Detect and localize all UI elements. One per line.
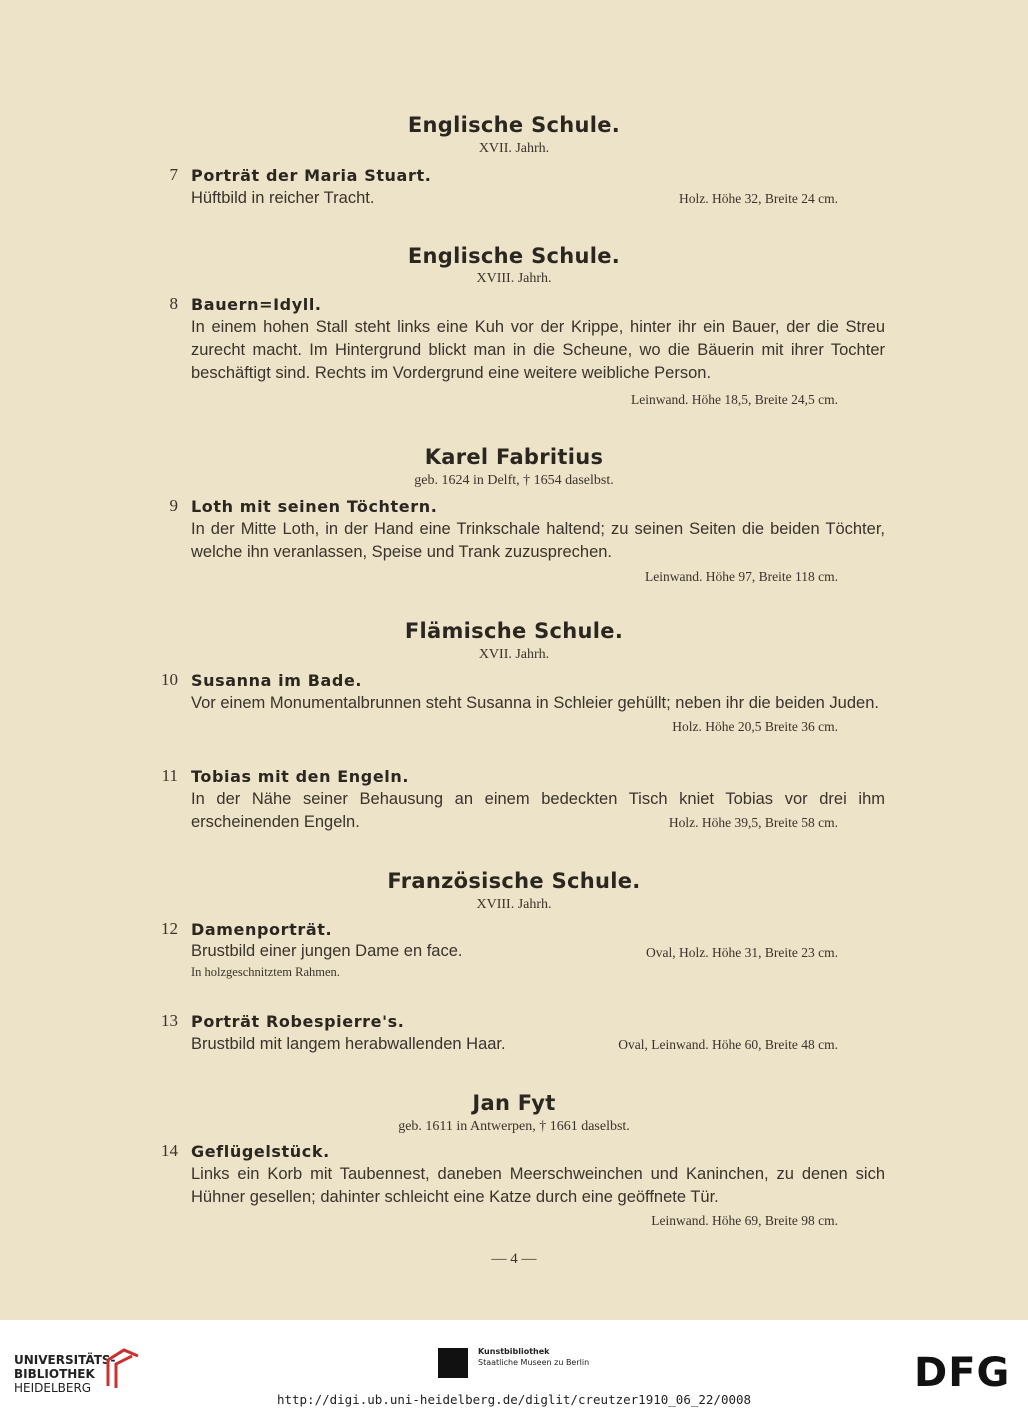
item-title: Bauern=Idyll. xyxy=(191,295,322,314)
section-heading: Jan Fyt xyxy=(472,1091,556,1115)
section-subheading: XVIII. Jahrh. xyxy=(476,897,552,912)
section-subheading: geb. 1611 in Antwerpen, † 1661 daselbst. xyxy=(398,1119,630,1134)
section-heading: Englische Schule. xyxy=(407,244,621,268)
page-number: — 4 — xyxy=(491,1251,537,1267)
item-number: 12 xyxy=(161,919,178,938)
dfg-logo[interactable]: DFG xyxy=(914,1350,1011,1396)
university-library-logo[interactable] xyxy=(14,1353,116,1395)
item-description: In der Nähe seiner Behausung an einem bedeckten Tisch kniet Tobias vor drei ihm erscheinenden Engeln. xyxy=(191,790,885,831)
item-description: Vor einem Monumentalbrunnen steht Susanna in Schleier gehüllt; neben ihr die beiden Juden. xyxy=(191,694,879,712)
item-number: 7 xyxy=(169,165,178,184)
item-title: Porträt Robespierre's. xyxy=(191,1012,405,1031)
section-subheading: XVII. Jahrh. xyxy=(478,647,550,662)
item-title: Susanna im Bade. xyxy=(191,671,363,690)
item-title: Geflügelstück. xyxy=(191,1142,330,1161)
section-subheading: XVIII. Jahrh. xyxy=(476,271,552,286)
section-heading: Englische Schule. xyxy=(407,113,621,137)
kunstbibliothek-label xyxy=(478,1346,589,1368)
section-subheading: geb. 1624 in Delft, † 1654 daselbst. xyxy=(414,473,614,488)
item-title: Tobias mit den Engeln. xyxy=(191,767,410,786)
digitization-footer xyxy=(0,1320,1028,1410)
item-description: Brustbild einer jungen Dame en face. xyxy=(191,942,463,960)
item-number: 13 xyxy=(161,1011,178,1030)
item-description: In der Mitte Loth, in der Hand eine Trinkschale haltend; zu seinen Seiten die beiden Töchter, welche ihn veranlassen, Speise und Trank zuzusprechen. xyxy=(191,520,885,561)
logo-text-line: BIBLIOTHEK xyxy=(14,1367,95,1381)
source-url-link[interactable]: http://digi.ub.uni-heidelberg.de/diglit/creutzer1910_06_22/0008 xyxy=(276,1392,752,1407)
section-heading: Karel Fabritius xyxy=(424,445,604,469)
section-heading: Französische Schule. xyxy=(387,869,641,893)
item-description: In einem hohen Stall steht links eine Kuh vor der Krippe, hinter ihr ein Bauer, der die Streu zurecht macht. Im Hintergrund blickt man in die Scheune, wo die Bäuerin mit ihrer Tochter beschäftigt sind. Rechts im Vordergrund eine weitere weibliche Person. xyxy=(191,318,885,382)
section-heading: Flämische Schule. xyxy=(404,619,624,643)
item-description: Links ein Korb mit Taubennest, daneben Meerschweinchen und Kaninchen, zu denen sich Hühner gesellen; dahinter schleicht eine Katze durch eine geöffnete Tür. xyxy=(191,1165,885,1206)
item-number: 14 xyxy=(161,1141,178,1160)
item-description: Hüftbild in reicher Tracht. xyxy=(191,189,375,207)
logo-text-line: UNIVERSITÄTS- xyxy=(14,1353,116,1367)
item-number: 11 xyxy=(161,766,178,785)
kunstbibliothek-logo-icon[interactable] xyxy=(438,1348,468,1378)
item-measurements: Leinwand. Höhe 97, Breite 118 cm. xyxy=(645,569,838,584)
item-number: 10 xyxy=(161,670,178,689)
item-number: 9 xyxy=(169,496,178,515)
item-measurements: Leinwand. Höhe 18,5, Breite 24,5 cm. xyxy=(631,392,838,407)
item-description: Brustbild mit langem herabwallenden Haar. xyxy=(191,1035,506,1053)
item-measurements: Oval, Holz. Höhe 31, Breite 23 cm. xyxy=(646,945,838,960)
kunstbibliothek-subtitle: Staatliche Museen zu Berlin xyxy=(478,1358,590,1367)
item-measurements: Holz. Höhe 39,5, Breite 58 cm. xyxy=(668,815,838,830)
item-title: Damenporträt. xyxy=(191,920,333,939)
item-number: 8 xyxy=(169,294,178,313)
item-measurements: Holz. Höhe 20,5 Breite 36 cm. xyxy=(672,719,838,734)
logo-text-line: HEIDELBERG xyxy=(14,1381,92,1395)
item-measurements: Leinwand. Höhe 69, Breite 98 cm. xyxy=(651,1213,838,1228)
item-measurements: Oval, Leinwand. Höhe 60, Breite 48 cm. xyxy=(618,1037,838,1052)
heidelberg-emblem-icon xyxy=(104,1346,142,1390)
section-subheading: XVII. Jahrh. xyxy=(478,141,550,156)
item-title: Loth mit seinen Töchtern. xyxy=(191,497,438,516)
item-title: Porträt der Maria Stuart. xyxy=(191,166,432,185)
item-measurements: Holz. Höhe 32, Breite 24 cm. xyxy=(679,191,838,206)
kunstbibliothek-name: Kunstbibliothek xyxy=(478,1347,550,1356)
item-note: In holzgeschnitztem Rahmen. xyxy=(191,965,340,979)
